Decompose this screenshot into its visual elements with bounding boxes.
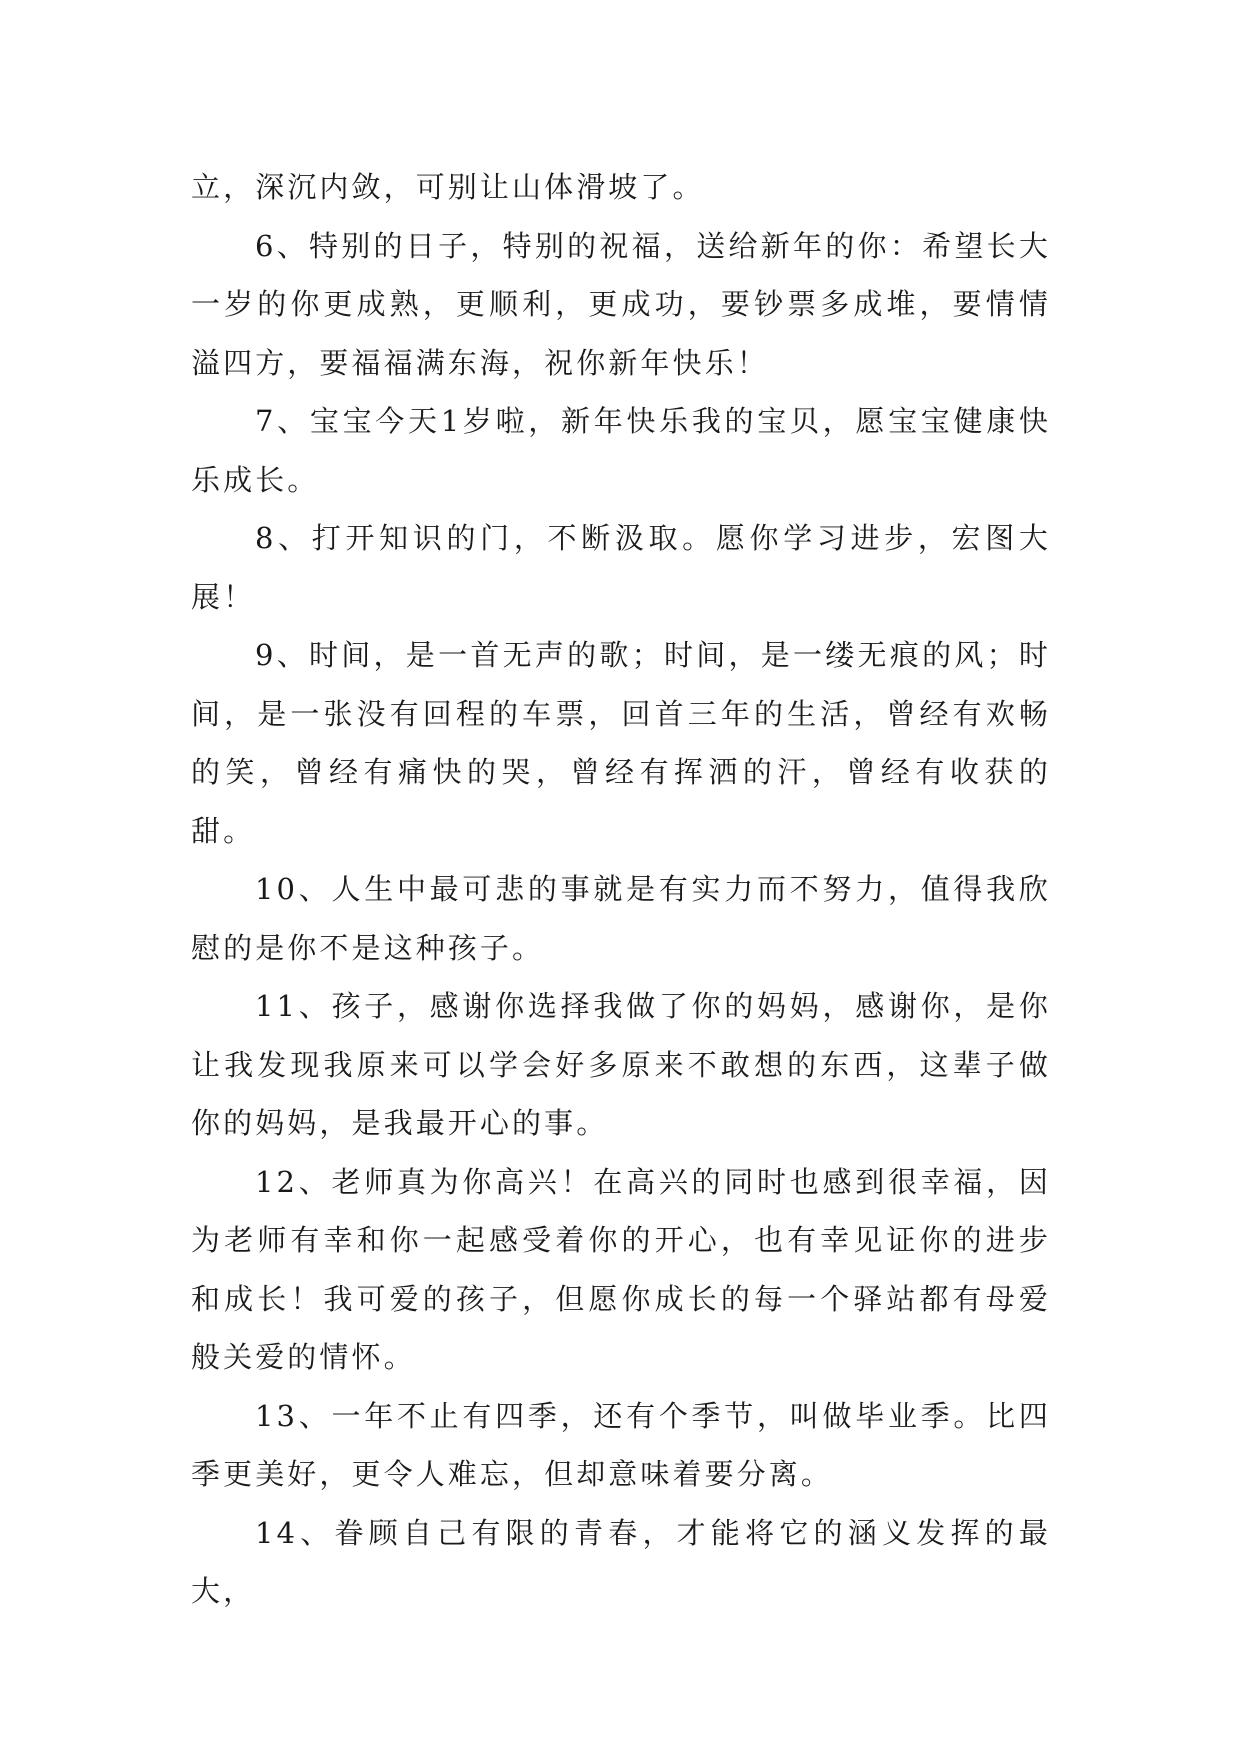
paragraph-item-9: 9、时间，是一首无声的歌；时间，是一缕无痕的风；时间，是一张没有回程的车票，回首三年的生活，曾经有欢畅的笑，曾经有痛快的哭，曾经有挥洒的汗，曾经有收获的甜。: [191, 638, 1051, 848]
paragraph-continuation: 立，深沉内敛，可别让山体滑坡了。: [191, 170, 705, 204]
paragraph-item-7: 7、宝宝今天1岁啦，新年快乐我的宝贝，愿宝宝健康快乐成长。: [191, 404, 1051, 497]
document-body: [191, 158, 1051, 1621]
paragraph-item-6: 6、特别的日子，特别的祝福，送给新年的你：希望长大一岁的你更成熟，更顺利，更成功，要钞票多成堆，要情情溢四方，要福福满东海，祝你新年快乐！: [191, 228, 1051, 380]
paragraph-item-8: 8、打开知识的门，不断汲取。愿你学习进步，宏图大展！: [191, 521, 1051, 614]
paragraph-item-11: 11、孩子，感谢你选择我做了你的妈妈，感谢你，是你让我发现我原来可以学会好多原来不敢想的东西，这辈子做你的妈妈，是我最开心的事。: [191, 989, 1051, 1140]
paragraph-item-13: 13、一年不止有四季，还有个季节，叫做毕业季。比四季更美好，更令人难忘，但却意味着要分离。: [191, 1398, 1051, 1491]
paragraph-item-10: 10、人生中最可悲的事就是有实力而不努力，值得我欣慰的是你不是这种孩子。: [191, 872, 1051, 965]
paragraph-item-14: 14、眷顾自己有限的青春，才能将它的涵义发挥的最大，: [191, 1515, 1051, 1608]
paragraph-item-12: 12、老师真为你高兴！在高兴的同时也感到很幸福，因为老师有幸和你一起感受着你的开心，也有幸见证你的进步和成长！我可爱的孩子，但愿你成长的每一个驿站都有母爱般关爱的情怀。: [191, 1164, 1051, 1374]
